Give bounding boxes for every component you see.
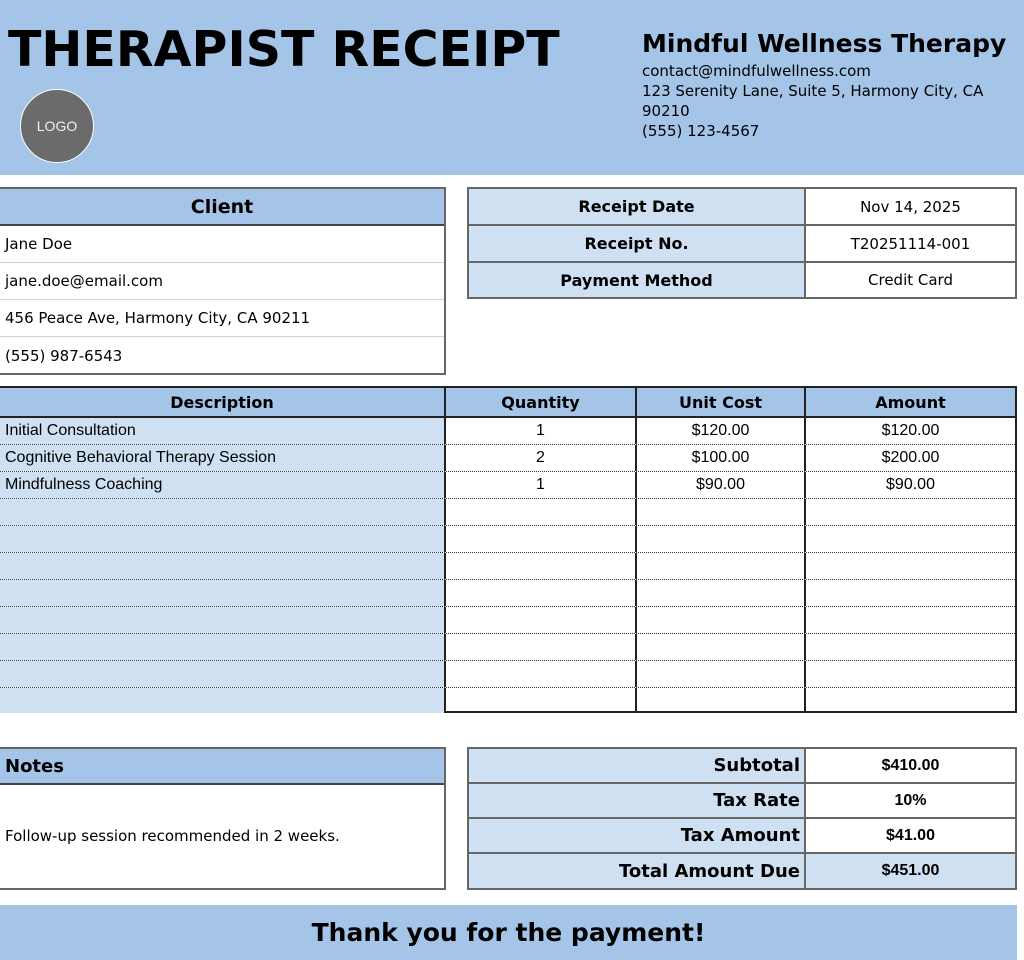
column-header-quantity: Quantity [446,388,637,416]
tax-amount-label: Tax Amount [469,819,806,852]
item-quantity[interactable] [446,580,637,606]
items-table [0,386,1017,713]
item-description[interactable] [0,634,446,660]
column-header-unit-cost: Unit Cost [637,388,806,416]
item-amount[interactable] [806,634,1015,660]
subtotal-label: Subtotal [469,749,806,782]
receipt-date-value[interactable]: Nov 14, 2025 [860,197,961,216]
table-row [0,526,1015,553]
item-description[interactable]: Initial Consultation [0,418,446,444]
table-row [0,418,1015,445]
item-unit-cost[interactable]: $90.00 [637,472,806,498]
page-title: THERAPIST RECEIPT [8,21,560,78]
item-unit-cost[interactable] [637,580,806,606]
table-row [0,445,1015,472]
item-unit-cost[interactable]: $120.00 [637,418,806,444]
item-description[interactable] [0,499,446,525]
item-quantity[interactable] [446,634,637,660]
logo-text: LOGO [36,118,78,134]
item-description[interactable] [0,607,446,633]
subtotal-row [469,749,1015,784]
client-email[interactable]: jane.doe@email.com [0,263,444,300]
client-section [0,187,446,375]
item-amount[interactable] [806,607,1015,633]
item-unit-cost[interactable] [637,553,806,579]
item-amount[interactable] [806,688,1015,713]
item-quantity[interactable]: 2 [446,445,637,471]
item-quantity[interactable] [446,553,637,579]
item-unit-cost[interactable] [637,607,806,633]
company-name: Mindful Wellness Therapy [642,29,1007,58]
tax-rate-label: Tax Rate [469,784,806,817]
item-description[interactable] [0,661,446,687]
item-quantity[interactable] [446,661,637,687]
payment-method-row [469,263,1015,297]
column-header-description: Description [0,388,446,416]
payment-method-value[interactable]: Credit Card [868,271,953,289]
item-unit-cost[interactable] [637,661,806,687]
item-unit-cost[interactable]: $100.00 [637,445,806,471]
receipt-header [0,0,1024,175]
thank-you-footer [0,905,1017,960]
table-row [0,553,1015,580]
company-info [642,27,1017,141]
tax-rate-row [469,784,1015,819]
item-amount[interactable]: $200.00 [881,449,940,466]
tax-amount-row [469,819,1015,854]
item-description[interactable]: Mindfulness Coaching [0,472,446,498]
item-description[interactable] [0,553,446,579]
column-header-amount: Amount [875,392,946,412]
item-amount[interactable] [806,661,1015,687]
company-email: contact@mindfulwellness.com [642,62,871,80]
receipt-date-label: Receipt Date [469,189,806,224]
item-unit-cost[interactable] [637,526,806,552]
item-description[interactable]: Cognitive Behavioral Therapy Session [0,445,446,471]
client-address[interactable]: 456 Peace Ave, Harmony City, CA 90211 [0,300,444,337]
thank-you-message: Thank you for the payment! [311,918,706,947]
subtotal-value: $410.00 [881,756,940,774]
item-quantity[interactable]: 1 [446,472,637,498]
table-row [0,499,1015,526]
totals-table [467,747,1017,890]
total-due-label: Total Amount Due [469,854,806,888]
table-row [0,661,1015,688]
receipt-info-table [467,187,1017,299]
item-quantity[interactable] [446,499,637,525]
item-description[interactable] [0,580,446,606]
item-quantity[interactable]: 1 [446,418,637,444]
notes-section [0,747,446,890]
item-amount[interactable]: $90.00 [886,476,935,493]
logo-placeholder [20,89,94,163]
item-description[interactable] [0,688,446,713]
item-quantity[interactable] [446,607,637,633]
item-amount[interactable] [806,553,1015,579]
receipt-number-label: Receipt No. [469,226,806,261]
item-amount[interactable] [806,499,1015,525]
company-address: 123 Serenity Lane, Suite 5, Harmony City, CA 90210 [642,82,984,120]
table-row [0,472,1015,499]
total-due-value: $451.00 [806,854,1015,888]
table-row [0,607,1015,634]
item-amount[interactable] [806,526,1015,552]
total-due-row [469,854,1015,888]
payment-method-label: Payment Method [469,263,806,297]
client-phone[interactable]: (555) 987-6543 [5,346,123,365]
receipt-date-row [469,189,1015,226]
receipt-number-row [469,226,1015,263]
item-amount[interactable] [806,580,1015,606]
table-row [0,688,1015,713]
client-name[interactable]: Jane Doe [0,226,444,263]
item-unit-cost[interactable] [637,499,806,525]
company-phone: (555) 123-4567 [642,122,760,140]
receipt-number-value[interactable]: T20251114-001 [850,234,971,253]
tax-rate-value[interactable]: 10% [894,791,927,809]
tax-amount-value: $41.00 [886,826,935,844]
table-row [0,580,1015,607]
notes-heading: Notes [0,749,444,785]
items-table-header [0,388,1015,418]
item-description[interactable] [0,526,446,552]
item-quantity[interactable] [446,688,637,713]
notes-text[interactable]: Follow-up session recommended in 2 weeks. [5,827,340,845]
item-unit-cost[interactable] [637,688,806,713]
item-unit-cost[interactable] [637,634,806,660]
item-amount[interactable]: $120.00 [881,422,940,439]
item-quantity[interactable] [446,526,637,552]
client-heading: Client [0,189,444,226]
table-row [0,634,1015,661]
